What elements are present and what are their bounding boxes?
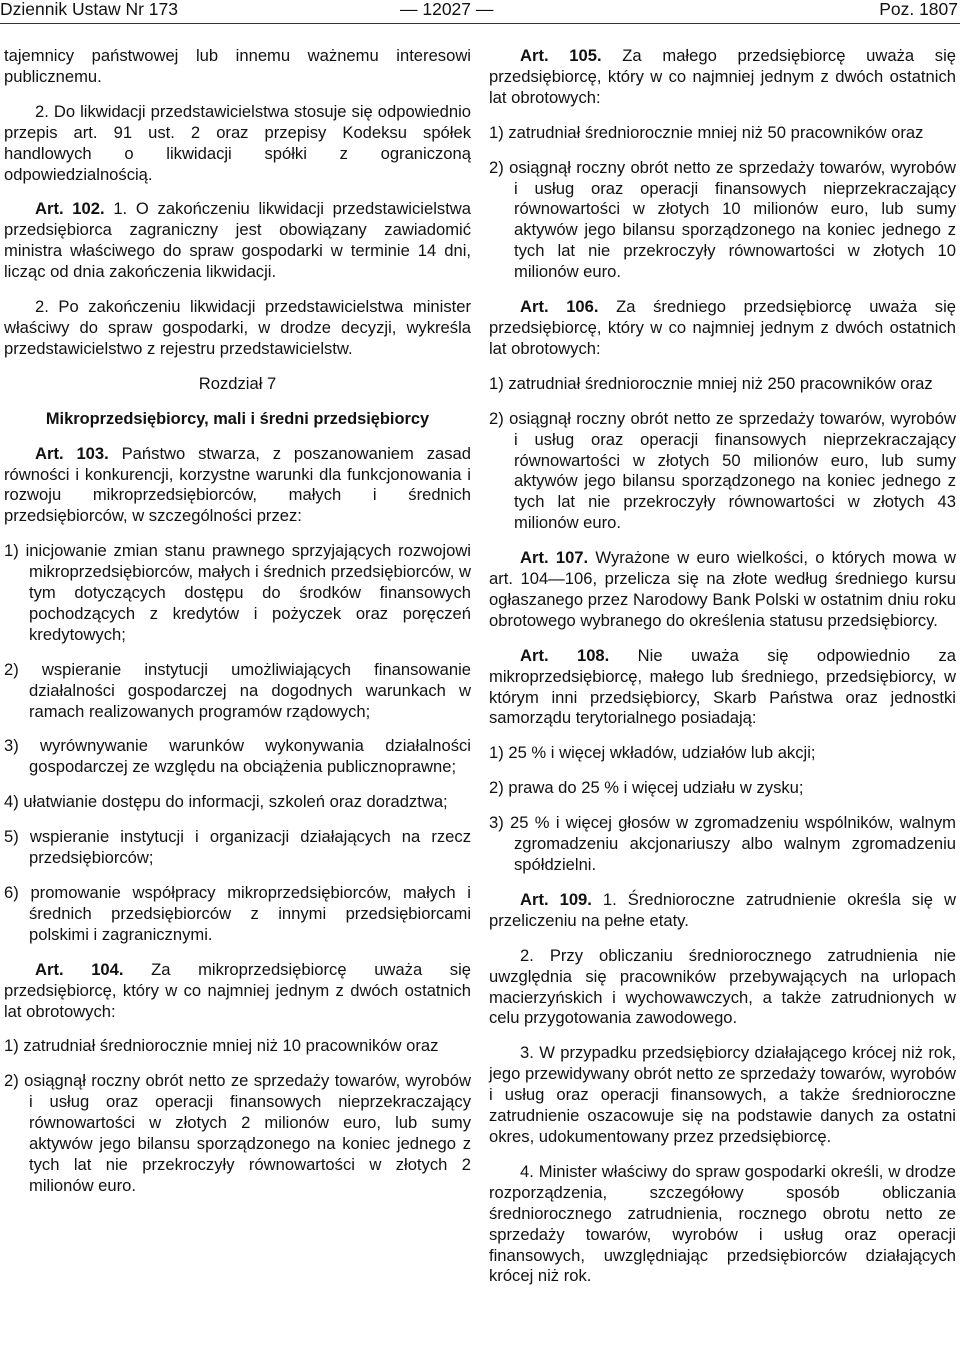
journal-title: Dziennik Ustaw Nr 173 [0,0,178,19]
position-number: Poz. 1807 [879,0,958,19]
article-108 [489,646,956,730]
article-text: Państwo stwarza, z poszanowaniem zasad równości i konkurencji, korzystne warunki dla funkcjonowania i rozwoju mikroprzedsiębiorców, małych i średnich przedsiębiorców, w szczególności przez: [4,443,471,526]
article-label: Art. 107. [520,548,589,568]
paragraph: 2. Do likwidacji przedstawicielstwa stosuje się odpowiednio przepis art. 91 ust. 2 oraz przepisy Kodeksu spółek handlowych o likwidacji spółki z ograniczoną odpowiedzialnością. [4,101,471,184]
article-103 [4,444,471,528]
paragraph: 4. Minister właściwy do spraw gospodarki określi, w drodze rozporządzenia, szczegółowy sposób obliczania średniorocznego zatrudnienia, rocznego obrotu netto ze sprzedaży towarów, wyrobów i usług oraz operacji finansowych, uwzględniając przedsiębiorców działających krócej niż rok. [489,1161,956,1286]
list-item: 2) osiągnął roczny obrót netto ze sprzedaży towarów, wyrobów i usług oraz operacji finansowych nieprzekraczający równowartości w złotych 50 milionów euro, lub sumy aktywów jego bilansu sporządzonego na koniec jednego z tych lat nie przekroczyły równowartości w złotych 43 milionów euro. [489,408,956,533]
article-label: Art. 102. [35,199,105,219]
paragraph: tajemnicy państwowej lub innemu ważnemu interesowi publicznemu. [4,46,471,86]
right-column [489,46,956,1301]
article-text: Nie uważa się odpowiednio za mikroprzedsiębiorcę, małego lub średniego, przedsiębiorcy, w którym inni przedsiębiorcy, Skarb Państwa oraz jednostki samorządu terytorialnego posiadają: [489,645,956,728]
left-column [4,46,471,1211]
article-label: Art. 108. [520,645,610,665]
article-label: Art. 103. [35,443,109,463]
list-item: 3) 25 % i więcej głosów w zgromadzeniu wspólników, walnym zgromadzeniu akcjonariuszy albo walnym zgromadzeniu spółdzielni. [489,813,956,874]
article-text: 1. O zakończeniu likwidacji przedstawicielstwa przedsiębiorca zagraniczny jest obowiązany zawiadomić ministra właściwego do spraw gospodarki w terminie 14 dni, licząc od dnia zakończenia likwidacji. [4,199,472,282]
list-item: 1) inicjowanie zmian stanu prawnego sprzyjających rozwojowi mikroprzedsiębiorców, małych i średnich przedsiębiorców, w tym dotyczących dostępu do środków finansowych pochodzących z kredytów i pożyczek oraz poręczeń kredytowych; [4,541,471,644]
chapter-title: Mikroprzedsiębiorcy, mali i średni przedsiębiorcy [45,409,430,428]
paragraph: 3. W przypadku przedsiębiorcy działającego krócej niż rok, jego przewidywany obrót netto ze sprzedaży towarów, wyrobów i usług oraz operacji finansowych, a także średnioroczne zatrudnienie oszacowuje się na podstawie danych za ostatni okres, udokumentowany przez przedsiębiorcę. [489,1043,956,1146]
page-header [0,0,960,22]
list-item: 2) prawa do 25 % i więcej udziału w zysku; [489,778,804,798]
list-item: 2) wspieranie instytucji umożliwiających finansowanie działalności gospodarczej na dogodnych warunkach w ramach realizowanych programów rządowych; [4,659,471,721]
header-rule [0,23,960,24]
list-item: 3) wyrównywanie warunków wykonywania działalności gospodarczej ze względu na obciążenia publicznoprawne; [4,736,471,777]
article-text: Wyrażone w euro wielkości, o których mowa w art. 104—106, przelicza się na złote według średniego kursu ogłaszanego przez Narodowy Bank Polski w ostatnim dniu roku obrotowego wybranego do określenia statusu przedsiębiorcy. [489,548,957,630]
list-item: 2) osiągnął roczny obrót netto ze sprzedaży towarów, wyrobów i usług oraz operacji finansowych nieprzekraczający równowartości w złotych 2 milionów euro, lub sumy aktywów jego bilansu sporządzonego na koniec jednego z tych lat nie przekroczyły równowartości w złotych 2 milionów euro. [4,1071,471,1195]
article-text: Za średniego przedsiębiorcę uważa się przedsiębiorcę, który w co najmniej jednym z dwóch ostatnich lat obrotowych: [489,297,956,358]
paragraph: 2. Przy obliczaniu średniorocznego zatrudnienia nie uwzględnia się pracowników przebywających na urlopach macierzyńskich i wychowawczych, a także zatrudnionych w celu przygotowania zawodowego. [489,945,956,1028]
list-item: 5) wspieranie instytucji i organizacji działających na rzecz przedsiębiorców; [4,827,471,868]
list-item: 1) 25 % i więcej wkładów, udziałów lub akcji; [489,743,816,763]
article-102 [4,199,471,283]
list-item: 4) ułatwianie dostępu do informacji, szkoleń oraz doradztwa; [4,792,448,812]
chapter-number: Rozdział 7 [198,373,277,393]
article-label: Art. 105. [520,46,602,65]
article-106 [489,297,956,360]
article-text: Za mikroprzedsiębiorcę uważa się przedsiębiorcę, który w co najmniej jednym z dwóch ostatnich lat obrotowych: [4,959,471,1021]
list-item: 2) osiągnął roczny obrót netto ze sprzedaży towarów, wyrobów i usług oraz operacji finansowych nieprzekraczający równowartości w złotych 10 milionów euro, lub sumy aktywów jego bilansu sporządzonego na koniec jednego z tych lat nie przekroczyły równowartości w złotych 10 milionów euro. [489,157,956,282]
paragraph: 2. Po zakończeniu likwidacji przedstawicielstwa minister właściwy do spraw gospodarki, w drodze decyzji, wykreśla przedstawicielstwo z rejestru przedstawicielstw. [4,297,471,358]
article-104 [4,960,471,1023]
list-item: 1) zatrudniał średniorocznie mniej niż 10 pracowników oraz [4,1036,439,1056]
article-label: Art. 106. [520,297,599,317]
article-105 [489,46,956,109]
list-item: 6) promowanie współpracy mikroprzedsiębiorców, małych i średnich przedsiębiorców z innymi przedsiębiorcami polskimi i zagranicznymi. [4,883,471,944]
article-text: Za małego przedsiębiorcę uważa się przedsiębiorcę, który w co najmniej jednym z dwóch ostatnich lat obrotowych: [489,46,957,107]
article-107 [489,548,956,632]
list-item: 1) zatrudniał średniorocznie mniej niż 250 pracowników oraz [489,373,933,393]
article-label: Art. 104. [35,959,124,979]
article-text: 1. Średnioroczne zatrudnienie określa się w przeliczeniu na pełne etaty. [489,889,956,930]
article-109 [489,890,956,932]
page-number: — 12027 — [400,0,494,19]
article-label: Art. 109. [520,889,592,909]
list-item: 1) zatrudniał średniorocznie mniej niż 50 pracowników oraz [489,122,924,142]
